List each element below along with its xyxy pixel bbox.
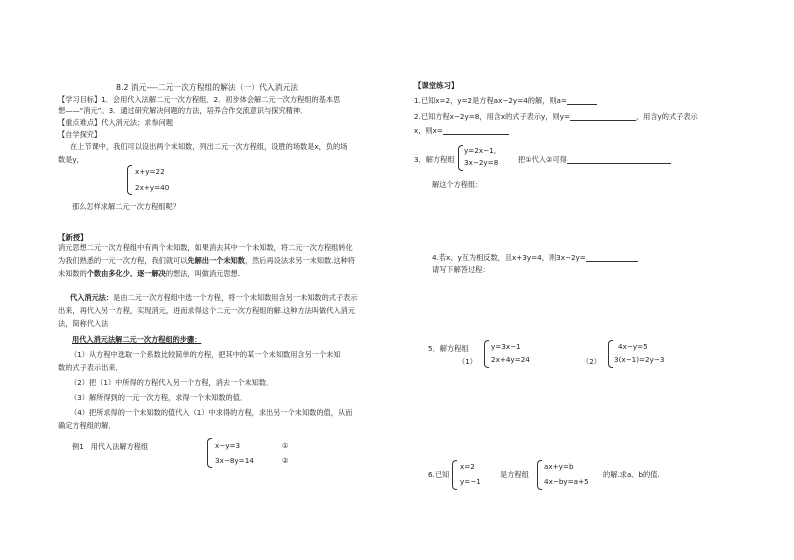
problem-3-hint: 把①代入②可得 [518,155,671,164]
substitution-line-1: 代入消元法：是由二元一次方程组中选一个方程，将一个未知数用含另一未知数的式子表示 [70,293,358,302]
problem-6-label: 6.已知 [428,470,450,479]
answer-blank[interactable] [567,156,671,164]
step-4-line-2: 确定方程组的解． [58,421,116,430]
problem-6-eq-1: ax+y=b [544,462,574,471]
self-study-heading: 【自学探究】 [58,130,102,139]
step-1-line-1: （1）从方程中选取一个系数比较简单的方程，把其中的某一个未知数用含另一个未知 [70,350,341,359]
problem-5-2-eq-1: 4x−y=5 [618,342,648,351]
step-4-line-1: （4）把所求得的一个未知数的值代入（1）中求得的方程，求出另一个未知数的值，从而 [70,408,353,417]
new-knowledge-heading: 【新授】 [58,233,88,242]
intro-line-2: 数是y， [58,155,84,164]
problem-4-line-2: 请写下解答过程： [432,265,490,274]
problem-3-eq-1: y=2x−1, [464,146,496,155]
elimination-line-1: 消元思想二元一次方程组中有两个未知数，如果消去其中一个未知数，将二元一次方程组转化 [58,243,353,252]
problem-6-sol-2: y=−1 [460,477,481,486]
substitution-term: 代入消元法： [70,293,114,302]
answer-blank[interactable] [586,254,638,262]
problem-4-line-1: 4.若x、y互为相反数，且x+3y=4，则3x−2y= [432,253,638,262]
problem-6-solution-brace [452,460,457,490]
problem-3-label: 3．解方程组 [414,155,455,164]
problem-6-sol-1: x=2 [460,462,475,471]
elimination-line-3: 未知数的个数由多化少、逐一解决的想法，叫做消元思想. [58,269,241,278]
example-eq-2: 3x−8y=14 [215,456,254,465]
learning-goals-line-2: 想——“消元”。3．通过研究解决问题的方法，培养合作交流意识与探究精神． [58,106,308,115]
equation-marker-2: ② [282,456,289,465]
steps-title: 用代入消元法解二元一次方程组的步骤： [72,335,202,344]
page-title: 8.2 消元----二元一次方程组的解法（一）代入消元法 [116,83,299,92]
answer-blank[interactable] [567,97,597,105]
question-text: 那么怎样求解二元一次方程组呢？ [72,202,180,211]
problem-5-label: 5．解方程组 [428,344,469,353]
step-2: （2）把（1）中所得的方程代入另一个方程，消去一个未知数． [70,378,274,387]
system-brace [127,165,132,195]
problem-6-end-text: 的解.求a、b的值. [603,470,660,479]
elimination-line-2: 为我们熟悉的一元一次方程，我们就可以先解出一个未知数，然后再设法求另一未知数.这种将 [58,256,356,265]
practice-heading: 【课堂练习】 [414,81,459,90]
step-1-line-2: 数的式子表示出来． [58,363,123,372]
system-eq-2: 2x+y=40 [135,183,170,192]
equation-marker-1: ① [282,441,289,450]
problem-3-brace [458,145,463,171]
learning-goals-line-1: 【学习目标】1．会用代入法解二元一次方程组．2．初步体会解二元一次方程组的基本思 [58,95,341,104]
problem-5-2-brace [608,340,613,368]
problem-2-line-1: 2.已知方程x−2y=8，用含x的式子表示y，则y= ，用含y的式子表示 [414,112,698,121]
emphasis-text: 个数由多化少、逐一解决 [86,269,166,278]
key-points: 【重点难点】代入消元法；求参问题 [58,118,174,127]
system-eq-1: x+y=22 [135,167,165,176]
answer-blank[interactable] [443,127,509,135]
problem-3-eq-2: 3x−2y=8 [464,158,499,167]
problem-5-2-eq-2: 3(x−1)=2y−3 [614,355,665,364]
example-brace [207,438,212,468]
problem-1: 1.已知x=2，y=2是方程ax−2y=4的解，则a= [414,96,597,105]
substitution-line-3: 法，简称代入法 [58,319,109,328]
answer-blank[interactable] [570,113,636,121]
problem-5-1-eq-1: y=3x−1 [491,342,521,351]
intro-line-1: 在上节课中，我们可以设出两个未知数，列出二元一次方程组，设胜的场数是x，负的场 [70,142,348,151]
problem-2-line-2: x，则x= [414,126,509,135]
substitution-line-2: 出来，再代入另一方程，实现消元，进而求得这个二元一次方程组的解.这种方法叫做代入消元 [58,306,355,315]
problem-5-1-brace [484,340,489,368]
example-eq-1: x−y=3 [215,441,241,450]
step-3: （3）解所得到的一元一次方程，求得一个未知数的值． [70,393,248,402]
learning-goals-label: 【学习目标】 [58,95,102,104]
problem-5-part-2-label: （2） [582,357,601,366]
problem-6-system-brace [537,460,542,490]
problem-6-eq-2: 4x−by=a+5 [544,477,589,486]
emphasis-text: 先解出一个未知数 [187,256,245,265]
problem-5-part-1-label: （1） [458,357,477,366]
problem-3-solve: 解这个方程组： [432,180,483,189]
problem-6-mid-text: 是方程组 [500,470,529,479]
problem-5-1-eq-2: 2x+4y=24 [491,355,530,364]
example-1-label: 例1 用代入法解方程组 [72,442,149,451]
